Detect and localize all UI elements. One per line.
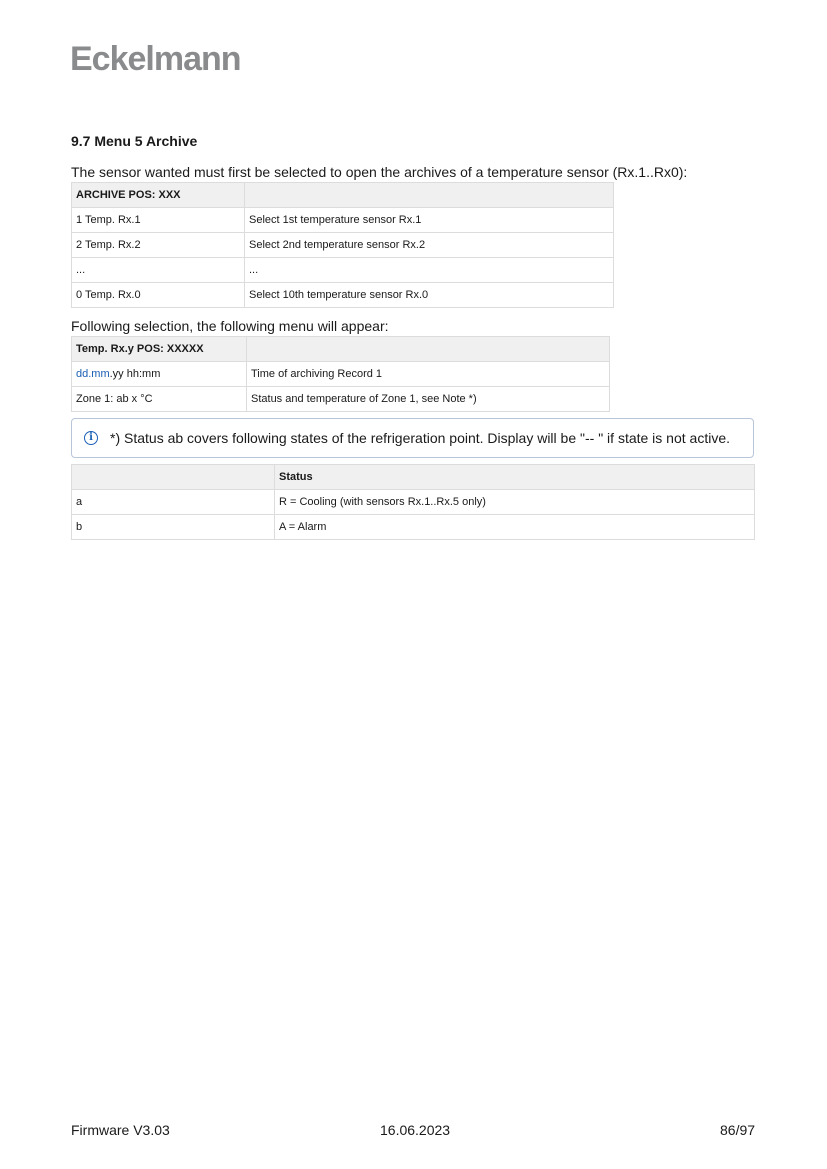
status-table	[71, 464, 755, 540]
table-cell: 0 Temp. Rx.0	[72, 283, 245, 308]
note-text: *) Status ab covers following states of the refrigeration point. Display will be "-- " if state is not active.	[110, 430, 730, 446]
eckelmann-logo: Eckelmann	[70, 40, 241, 78]
temp-record-table	[71, 336, 610, 412]
footer-firmware: Firmware V3.03	[71, 1122, 170, 1138]
table-cell: 1 Temp. Rx.1	[72, 208, 245, 233]
table-cell: Zone 1: ab x °C	[72, 387, 247, 412]
table-cell: R = Cooling (with sensors Rx.1..Rx.5 only)	[275, 490, 755, 515]
table-header-cell: Temp. Rx.y POS: XXXXX	[72, 337, 247, 362]
table-row	[72, 387, 610, 412]
date-format-link[interactable]: dd.mm	[76, 368, 110, 380]
table-cell	[72, 362, 247, 387]
table-header-row	[72, 183, 614, 208]
table-header-cell: Status	[275, 465, 755, 490]
table-cell: a	[72, 490, 275, 515]
table-row	[72, 362, 610, 387]
info-note	[71, 418, 754, 458]
table-cell: Time of archiving Record 1	[247, 362, 610, 387]
table-cell: A = Alarm	[275, 515, 755, 540]
table-header-cell	[245, 183, 614, 208]
table-header-cell: ARCHIVE POS: XXX	[72, 183, 245, 208]
table-row	[72, 515, 755, 540]
table-row	[72, 490, 755, 515]
table-row	[72, 258, 614, 283]
following-paragraph: Following selection, the following menu will appear:	[71, 318, 389, 334]
table-row	[72, 283, 614, 308]
date-format-rest: .yy hh:mm	[109, 368, 161, 380]
section-title: 9.7 Menu 5 Archive	[71, 133, 198, 149]
table-row	[72, 233, 614, 258]
table-cell: Status and temperature of Zone 1, see Note *)	[247, 387, 610, 412]
footer-date: 16.06.2023	[380, 1122, 451, 1138]
table-cell: b	[72, 515, 275, 540]
table-cell: ...	[245, 258, 614, 283]
table-row	[72, 208, 614, 233]
table-cell: Select 2nd temperature sensor Rx.2	[245, 233, 614, 258]
table-header-cell	[72, 465, 275, 490]
table-cell: Select 1st temperature sensor Rx.1	[245, 208, 614, 233]
table-header-row	[72, 337, 610, 362]
footer-page-number: 86/97	[720, 1122, 756, 1138]
table-cell: ...	[72, 258, 245, 283]
table-header-row	[72, 465, 755, 490]
table-header-cell	[247, 337, 610, 362]
intro-paragraph: The sensor wanted must first be selected to open the archives of a temperature sensor (Rx.1..Rx0):	[71, 164, 688, 180]
table-cell: Select 10th temperature sensor Rx.0	[245, 283, 614, 308]
archive-pos-table	[71, 182, 614, 308]
info-icon: i	[84, 431, 98, 445]
table-cell: 2 Temp. Rx.2	[72, 233, 245, 258]
